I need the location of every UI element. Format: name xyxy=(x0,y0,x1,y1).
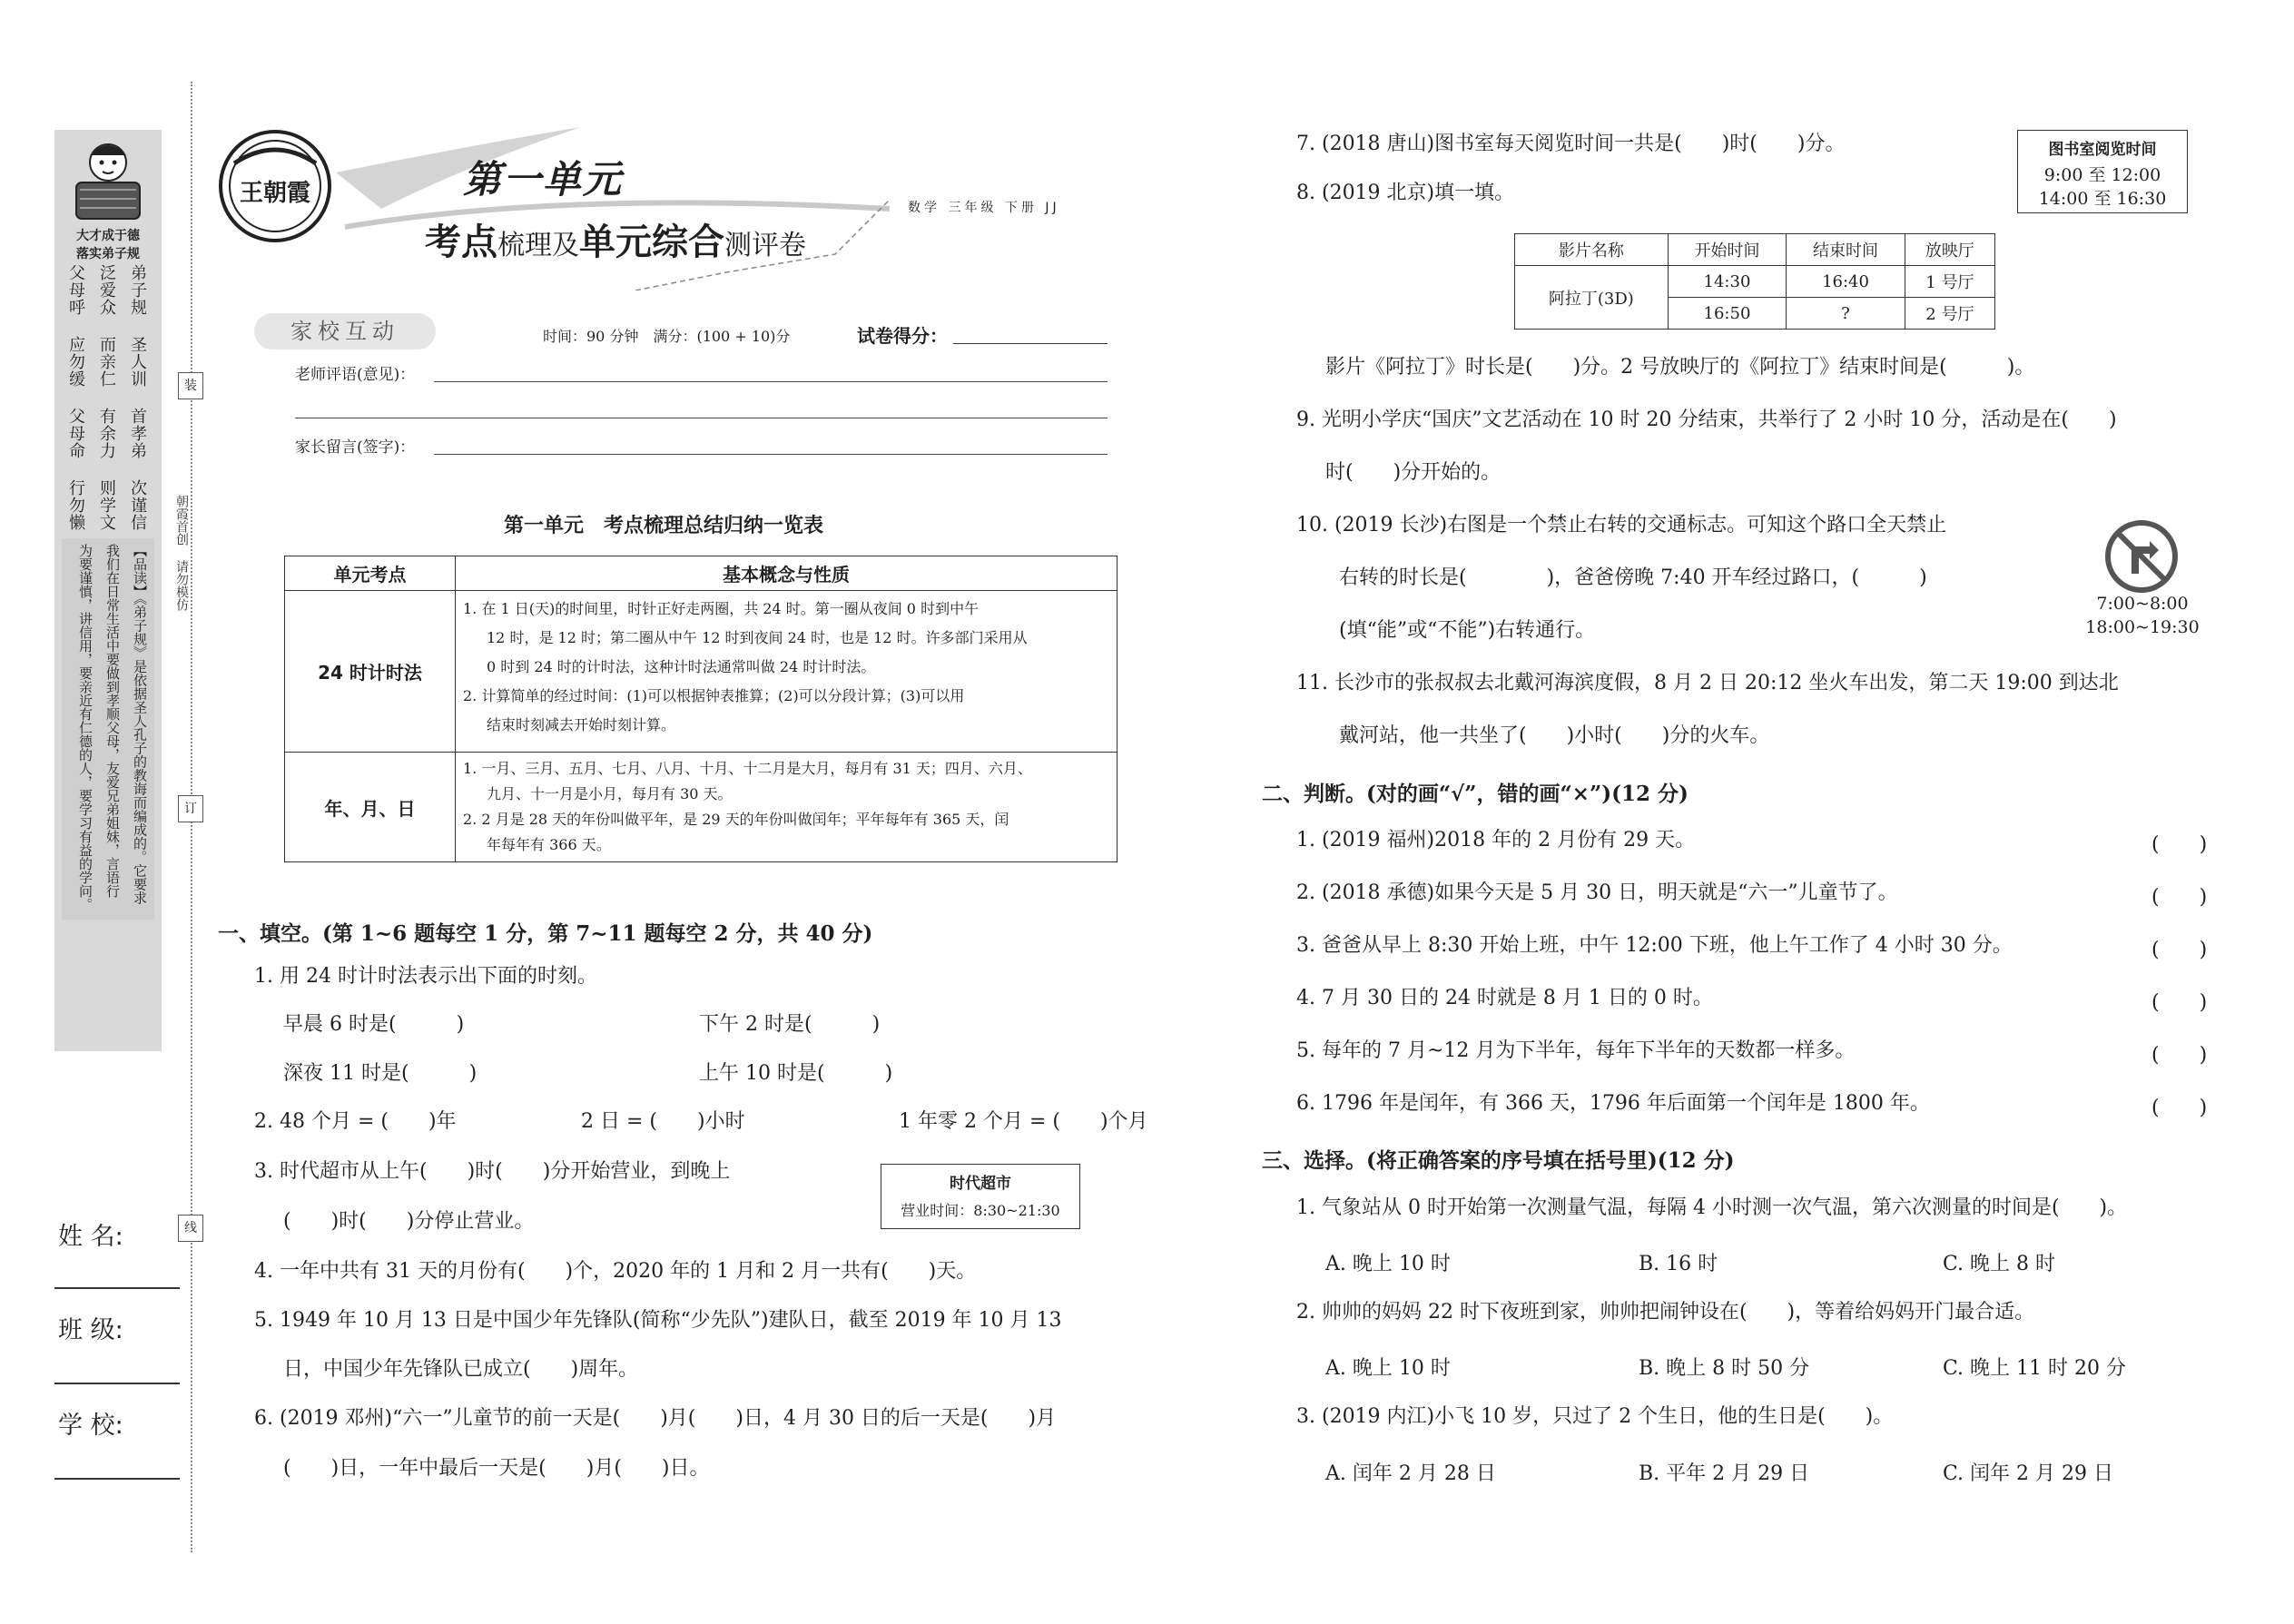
table-cell: 16:40 xyxy=(1787,266,1905,298)
content-line: 2. 2 月是 28 天的年份叫做平年，是 29 天的年份叫做闰年；平年每年有 365 天，闰 xyxy=(463,811,1009,828)
score-field[interactable] xyxy=(953,343,1108,344)
question-9-line-2[interactable]: 时( )分开始的。 xyxy=(1325,461,1501,484)
class-label: 班 级: xyxy=(58,1316,123,1344)
school-label: 学 校: xyxy=(58,1412,123,1440)
table-row xyxy=(1515,266,1995,298)
question-2-part-3[interactable]: 1 年零 2 个月 = ( )个月 xyxy=(899,1110,1148,1133)
judge-item-1: 1. (2019 福州)2018 年的 2 月份有 29 天。 xyxy=(1296,829,1696,851)
library-title: 图书室阅览时间 xyxy=(2048,141,2157,159)
library-hours-2: 14:00 至 16:30 xyxy=(2038,189,2167,209)
judge-item-6: 6. 1796 年是闰年，有 366 天，1796 年后面第一个闰年是 1800 年。 xyxy=(1296,1092,1930,1115)
question-1-item-3[interactable]: 深夜 11 时是( ) xyxy=(283,1062,478,1085)
table-cell: 1 号厅 xyxy=(1905,266,1994,298)
question-3-line-2[interactable]: ( )时( )分停止营业。 xyxy=(283,1210,535,1233)
home-school-badge: 家校互动 xyxy=(254,313,436,349)
summary-table xyxy=(284,556,1117,862)
content-line: 12 时，是 12 时；第二圈从中午 12 时到夜间 24 时，也是 12 时。许多部门采用从 xyxy=(487,629,1028,646)
judge-answer-6[interactable]: ( ) xyxy=(2151,1097,2208,1119)
column-header: 影片名称 xyxy=(1515,234,1669,266)
judge-item-5: 5. 每年的 7 月~12 月为下半年，每年下半年的天数都一样多。 xyxy=(1296,1039,1856,1062)
column-header: 放映厅 xyxy=(1905,234,1994,266)
content-cell xyxy=(456,753,1117,862)
question-5-line-2[interactable]: 日，中国少年先锋队已成立( )周年。 xyxy=(283,1358,639,1381)
section-1-title: 一、填空。(第 1~6 题每空 1 分，第 7~11 题每空 2 分，共 40 分) xyxy=(218,921,873,946)
judge-answer-3[interactable]: ( ) xyxy=(2151,939,2208,961)
question-1-item-1[interactable]: 早晨 6 时是( ) xyxy=(283,1013,465,1036)
name-field[interactable] xyxy=(54,1287,180,1289)
question-7[interactable]: 7. (2018 唐山)图书室每天阅览时间一共是( )时( )分。 xyxy=(1296,133,1846,155)
question-1-item-2[interactable]: 下午 2 时是( ) xyxy=(699,1013,881,1036)
copyright-note: 朝霞首创 请勿模仿 xyxy=(174,495,189,611)
choice-option[interactable]: B. 平年 2 月 29 日 xyxy=(1639,1462,1810,1485)
no-right-turn-icon xyxy=(2104,519,2179,594)
teacher-remark-field[interactable] xyxy=(434,381,1108,382)
topic-cell: 24 时计时法 xyxy=(285,591,456,753)
library-hours-1: 9:00 至 12:00 xyxy=(2043,165,2161,185)
content-line: 2. 计算简单的经过时间：(1)可以根据钟表推算；(2)可以分段计算；(3)可以用 xyxy=(463,687,965,704)
judge-answer-2[interactable]: ( ) xyxy=(2151,886,2208,909)
exam-info: 时间：90 分钟 满分：(100 + 10)分 xyxy=(543,328,791,345)
subject-tag: 数学 三年级 下册 JJ xyxy=(908,201,1060,215)
teacher-remark-label: 老师评语(意见)： xyxy=(295,366,416,384)
choice-option[interactable]: B. 晚上 8 时 50 分 xyxy=(1639,1357,1810,1380)
choice-question-2[interactable]: 2. 帅帅的妈妈 22 时下夜班到家，帅帅把闹钟设在( )，等着给妈妈开门最合适。 xyxy=(1296,1301,2035,1324)
content-line: 结束时刻减去开始时刻计算。 xyxy=(487,716,676,733)
section-2-title: 二、判断。(对的画“√”，错的画“×”)(12 分) xyxy=(1262,782,1689,806)
question-10-line-1: 10. (2019 长沙)右图是一个禁止右转的交通标志。可知这个路口全天禁止 xyxy=(1296,514,1947,536)
score-label: 试卷得分： xyxy=(857,325,948,347)
section-3-title: 三、选择。(将正确答案的序号填在括号里)(12 分) xyxy=(1262,1148,1735,1173)
table-cell[interactable]: ? xyxy=(1787,298,1905,330)
question-6-line-1[interactable]: 6. (2019 邓州)“六一”儿童节的前一天是( )月( )日，4 月 30 日的后一天是( )月 xyxy=(254,1407,1057,1430)
movie-schedule-table xyxy=(1514,233,1995,330)
choice-option[interactable]: C. 闰年 2 月 29 日 xyxy=(1943,1462,2113,1485)
library-hours-box xyxy=(2017,130,2188,213)
judge-item-3: 3. 爸爸从早上 8:30 开始上班，中午 12:00 下班，他上午工作了 4 小时 30 分。 xyxy=(1296,934,2013,957)
question-6-line-2[interactable]: ( )日，一年中最后一天是( )月( )日。 xyxy=(283,1457,710,1480)
subtitle-part-2: 梳理 xyxy=(497,230,552,261)
subtitle-part-5: 测评卷 xyxy=(724,230,806,261)
column-header: 单元考点 xyxy=(285,556,456,591)
choice-option[interactable]: A. 闰年 2 月 28 日 xyxy=(1325,1462,1496,1485)
poem-column-2: 泛爱众 而亲仁 有余力 则学文 xyxy=(97,264,116,531)
table-cell: 2 号厅 xyxy=(1905,298,1994,330)
store-title: 时代超市 xyxy=(950,1175,1011,1193)
cut-mark-2: 订 xyxy=(178,795,203,822)
judge-answer-4[interactable]: ( ) xyxy=(2151,991,2208,1014)
question-9-line-1[interactable]: 9. 光明小学庆“国庆”文艺活动在 10 时 20 分结束，共举行了 2 小时 10 分，活动是在( ) xyxy=(1296,408,2117,431)
table-cell: 16:50 xyxy=(1668,298,1787,330)
table-cell: 14:30 xyxy=(1668,266,1787,298)
question-5-line-1: 5. 1949 年 10 月 13 日是中国少年先锋队(简称“少先队”)建队日，截至 2019 年 10 月 13 xyxy=(254,1309,1062,1332)
choice-option[interactable]: B. 16 时 xyxy=(1639,1253,1718,1275)
school-field[interactable] xyxy=(54,1478,180,1480)
question-2-part-1[interactable]: 2. 48 个月 = ( )年 xyxy=(254,1110,457,1133)
movie-name-cell: 阿拉丁(3D) xyxy=(1515,266,1669,330)
summary-title: 第一单元 考点梳理总结归纳一览表 xyxy=(504,514,824,537)
parent-remark-label: 家长留言(签字)： xyxy=(295,438,416,457)
question-1-item-4[interactable]: 上午 10 时是( ) xyxy=(699,1062,893,1085)
sign-time-2: 18:00~19:30 xyxy=(2085,617,2200,637)
question-8: 8. (2019 北京)填一填。 xyxy=(1296,182,1515,204)
sign-time-1: 7:00~8:00 xyxy=(2096,594,2189,614)
question-2-part-2[interactable]: 2 日 = ( )小时 xyxy=(581,1110,745,1133)
cut-mark-1: 装 xyxy=(178,372,203,399)
reading-note-box xyxy=(62,538,154,920)
reading-column-1: 【品读】《弟子规》是依据圣人孔子的教诲而编成的。它要求 xyxy=(132,544,148,905)
reading-column-2: 我们在日常生活中要做到孝顺父母，友爱兄弟姐妹，言语行 xyxy=(104,544,121,898)
topic-cell: 年、月、日 xyxy=(285,753,456,862)
question-10-line-2[interactable]: 右转的时长是( )，爸爸傍晚 7:40 开车经过路口，( ) xyxy=(1339,566,1927,589)
question-10-line-3: (填“能”或“不能”)右转通行。 xyxy=(1339,619,1596,642)
choice-option[interactable]: A. 晚上 10 时 xyxy=(1325,1253,1451,1275)
class-field[interactable] xyxy=(54,1383,180,1384)
content-line: 1. 一月、三月、五月、七月、八月、十月、十二月是大月，每月有 31 天；四月、六月、 xyxy=(463,760,1032,777)
question-1: 1. 用 24 时计时法表示出下面的时刻。 xyxy=(254,965,597,988)
subtitle-part-3: 及 xyxy=(552,230,579,261)
question-11-line-1: 11. 长沙市的张叔叔去北戴河海滨度假，8 月 2 日 20:12 坐火车出发，第二天 19:00 到达北 xyxy=(1296,672,2119,694)
choice-question-3[interactable]: 3. (2019 内江)小飞 10 岁，只过了 2 个生日，他的生日是( )。 xyxy=(1296,1405,1894,1428)
content-cell xyxy=(456,591,1117,753)
store-hours: 营业时间：8:30~21:30 xyxy=(901,1202,1060,1219)
table-header-row xyxy=(285,556,1117,591)
poem-column-3: 父母呼 应勿缓 父母命 行勿懒 xyxy=(66,264,85,531)
sidebar-strip xyxy=(54,130,162,1051)
content-line: 九月、十一月是小月，每月有 30 天。 xyxy=(487,785,733,802)
reading-column-3: 为要谨慎，讲信用，要亲近有仁德的人，要学习有益的学问。 xyxy=(77,544,94,911)
motto-line-2: 落实弟子规 xyxy=(76,247,140,261)
motto-line-1: 大才成于德 xyxy=(76,229,140,243)
column-header: 开始时间 xyxy=(1668,234,1787,266)
subtitle-part-1: 考点 xyxy=(425,221,497,263)
choice-option[interactable]: C. 晚上 11 时 20 分 xyxy=(1943,1357,2126,1380)
table-header-row xyxy=(1515,234,1995,266)
name-label: 姓 名: xyxy=(58,1223,123,1251)
page-subtitle xyxy=(425,213,806,265)
subtitle-part-4: 单元综合 xyxy=(579,221,724,263)
store-hours-box xyxy=(881,1164,1080,1229)
content-line: 年每年有 366 天。 xyxy=(487,836,611,853)
question-4[interactable]: 4. 一年中共有 31 天的月份有( )个，2020 年的 1 月和 2 月一共有( )天。 xyxy=(254,1260,977,1283)
judge-item-4: 4. 7 月 30 日的 24 时就是 8 月 1 日的 0 时。 xyxy=(1296,987,1713,1009)
brand-logo-text: 王朝霞 xyxy=(239,180,310,207)
judge-item-2: 2. (2018 承德)如果今天是 5 月 30 日，明天就是“六一”儿童节了。 xyxy=(1296,881,1898,904)
question-11-line-2[interactable]: 戴河站，他一共坐了( )小时( )分的火车。 xyxy=(1339,724,1770,747)
poem-column-1: 弟子规 圣人训 首孝弟 次谨信 xyxy=(128,264,147,531)
column-header: 基本概念与性质 xyxy=(456,556,1117,591)
mascot-illustration xyxy=(71,135,145,226)
choice-option[interactable]: C. 晚上 8 时 xyxy=(1943,1253,2056,1275)
judge-answer-5[interactable]: ( ) xyxy=(2151,1044,2208,1067)
content-line: 0 时到 24 时的计时法，这种计时法通常叫做 24 时计时法。 xyxy=(487,658,876,675)
choice-option[interactable]: A. 晚上 10 时 xyxy=(1325,1357,1451,1380)
choice-question-1[interactable]: 1. 气象站从 0 时开始第一次测量气温，每隔 4 小时测一次气温，第六次测量的时间是( )。 xyxy=(1296,1196,2128,1219)
parent-remark-field[interactable] xyxy=(434,454,1108,455)
question-8-answer[interactable]: 影片《阿拉丁》时长是( )分。2 号放映厅的《阿拉丁》结束时间是( )。 xyxy=(1325,356,2035,379)
table-row xyxy=(285,753,1117,862)
cut-mark-3: 线 xyxy=(178,1215,203,1242)
table-row xyxy=(285,591,1117,753)
judge-answer-1[interactable]: ( ) xyxy=(2151,833,2208,856)
content-line: 1. 在 1 日(天)的时间里，时针正好走两圈，共 24 时。第一圈从夜间 0 时到中午 xyxy=(463,600,980,617)
question-3-line-1[interactable]: 3. 时代超市从上午( )时( )分开始营业，到晚上 xyxy=(254,1160,731,1183)
page-title: 第一单元 xyxy=(463,157,624,202)
column-header: 结束时间 xyxy=(1787,234,1905,266)
